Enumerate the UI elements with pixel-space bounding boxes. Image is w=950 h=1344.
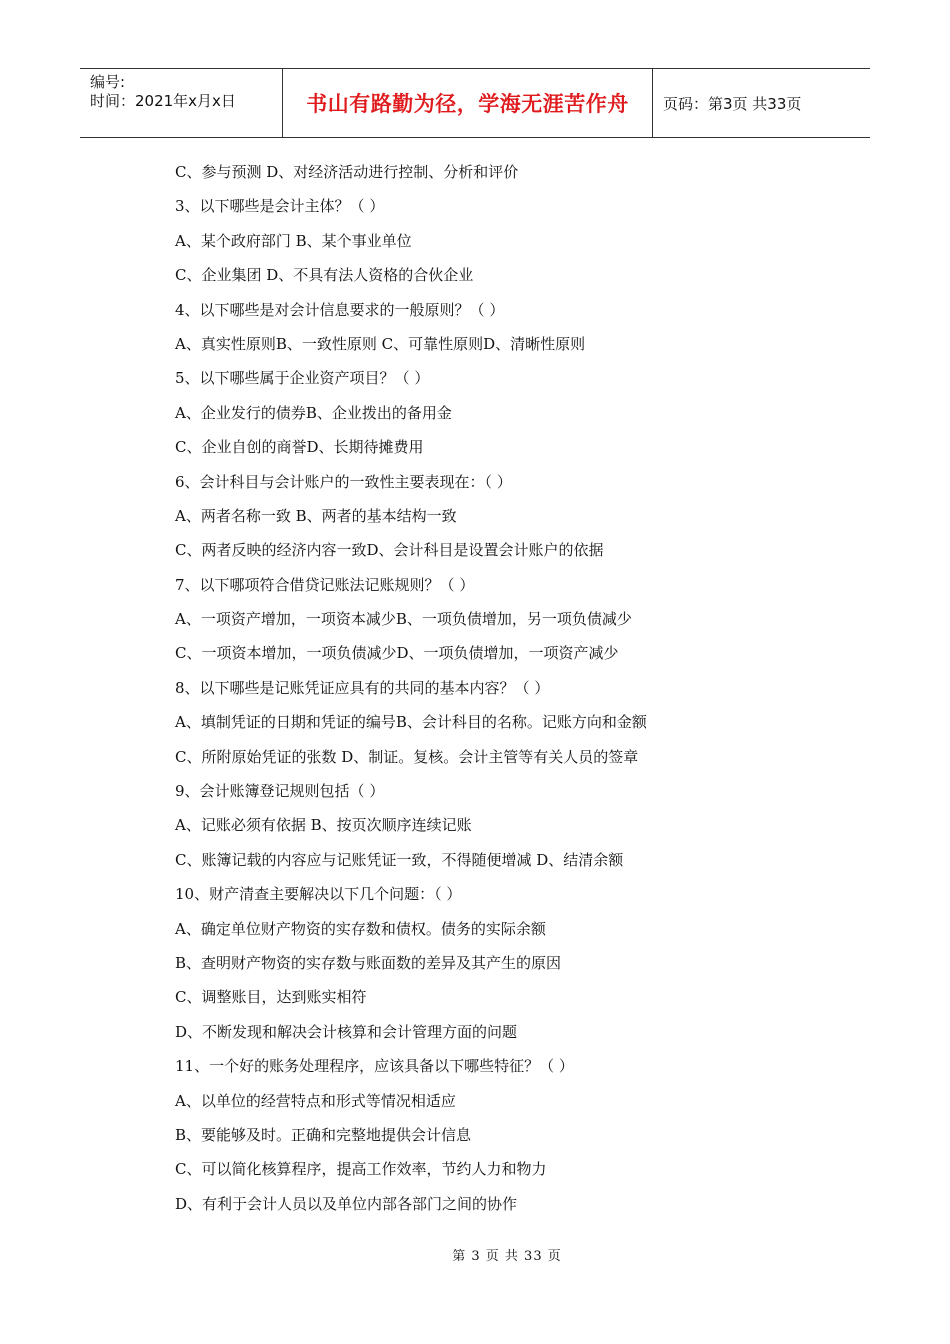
footer-page-number: 第 3 页 共 33 页 (452, 1249, 562, 1264)
text-line: A、以单位的经营特点和形式等情况相适应 (175, 1091, 456, 1110)
document-time-label: 时间：2021年x月x日 (90, 92, 236, 110)
text-line: C、调整账目，达到账实相符 (175, 988, 367, 1007)
text-line: A、某个政府部门 B、某个事业单位 (175, 231, 412, 250)
page-header (80, 68, 870, 138)
text-line: C、企业集团 D、不具有法人资格的合伙企业 (175, 266, 474, 285)
header-left-cell (80, 69, 282, 137)
text-line: 6、会计科目与会计账户的一致性主要表现在：（ ） (175, 472, 512, 491)
text-line: C、参与预测 D、对经济活动进行控制、分析和评价 (175, 163, 519, 181)
text-line: 7、以下哪项符合借贷记账法记账规则？（ ） (175, 575, 475, 594)
document-number-label: 编号: (90, 73, 126, 91)
text-line: C、两者反映的经济内容一致D、会计科目是设置会计账户的依据 (175, 541, 604, 560)
text-line: C、账簿记载的内容应与记账凭证一致，不得随便增减 D、结清余额 (175, 850, 624, 869)
text-line: A、两者名称一致 B、两者的基本结构一致 (175, 506, 457, 525)
text-line: D、不断发现和解决会计核算和会计管理方面的问题 (175, 1022, 518, 1041)
text-line: 8、以下哪些是记账凭证应具有的共同的基本内容？（ ） (175, 678, 550, 697)
text-line: 3、以下哪些是会计主体？（ ） (175, 197, 385, 216)
text-line: B、查明财产物资的实存数与账面数的差异及其产生的原因 (175, 953, 562, 972)
text-line: A、真实性原则B、一致性原则 C、可靠性原则D、清晰性原则 (175, 334, 586, 353)
question-list (175, 158, 815, 1224)
text-line: 11、一个好的账务处理程序，应该具备以下哪些特征？（ ） (175, 1057, 574, 1076)
text-line: C、可以简化核算程序，提高工作效率，节约人力和物力 (175, 1160, 547, 1179)
text-line: A、确定单位财产物资的实存数和债权。债务的实际余额 (175, 919, 546, 938)
page-footer (0, 1245, 950, 1264)
text-line: C、所附原始凭证的张数 D、制证。复核。会计主管等有关人员的签章 (175, 747, 639, 766)
text-line: 5、以下哪些属于企业资产项目？（ ） (175, 369, 430, 388)
text-line: 4、以下哪些是对会计信息要求的一般原则？（ ） (175, 300, 505, 319)
text-line: A、记账必须有依据 B、按页次顺序连续记账 (175, 816, 472, 835)
text-line: A、企业发行的债券B、企业拨出的备用金 (175, 403, 452, 422)
text-line: 9、会计账簿登记规则包括（ ） (175, 782, 385, 801)
header-motto: 书山有路勤为径，学海无涯苦作舟 (306, 92, 629, 116)
header-page-label: 页码：第3页 共33页 (663, 94, 802, 113)
text-line: B、要能够及时。正确和完整地提供会计信息 (175, 1125, 472, 1144)
header-right-cell (653, 69, 870, 137)
text-line: A、填制凭证的日期和凭证的编号B、会计科目的名称。记账方向和金额 (175, 713, 647, 732)
header-motto-cell (282, 69, 653, 137)
text-line: D、有利于会计人员以及单位内部各部门之间的协作 (175, 1194, 518, 1213)
text-line: A、一项资产增加，一项资本减少B、一项负债增加，另一项负债减少 (175, 610, 632, 629)
text-line: C、一项资本增加，一项负债减少D、一项负债增加，一项资产减少 (175, 644, 619, 663)
text-line: C、企业自创的商誉D、长期待摊费用 (175, 438, 424, 457)
text-line: 10、财产清查主要解决以下几个问题：（ ） (175, 885, 462, 904)
